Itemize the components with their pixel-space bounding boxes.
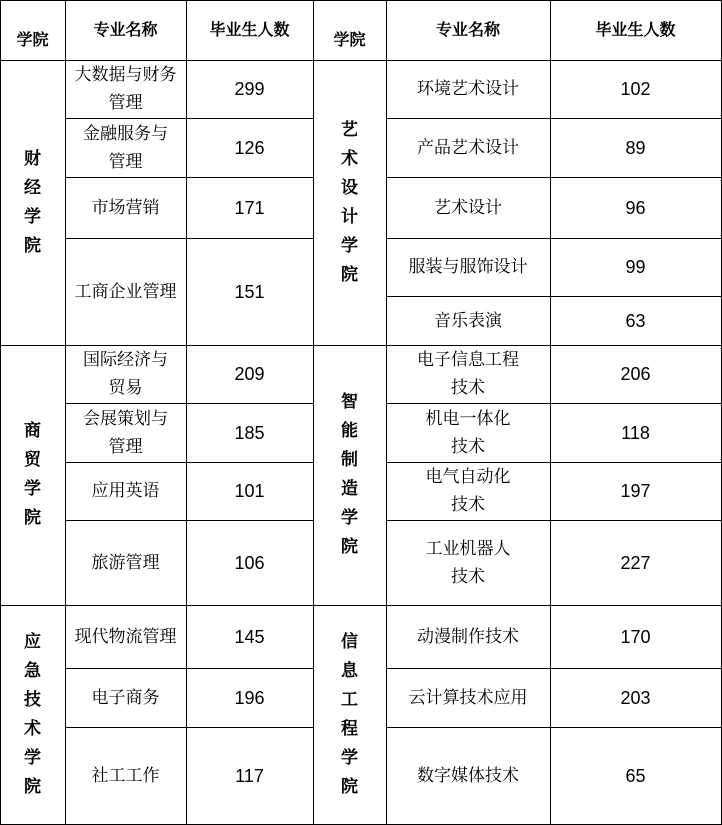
header-major [386,0,550,60]
major-name [65,403,186,462]
graduate-count [186,462,313,520]
college-name [313,345,386,605]
college-name-text: 应急技术学院 [24,631,41,797]
major-name-line: 金融服务与 [83,123,168,144]
major-name-line: 音乐表演 [434,310,502,331]
major-name [386,296,550,345]
graduate-count [186,60,313,118]
major-name-line: 贸易 [108,378,143,398]
graduate-count [550,462,721,520]
major-name [386,238,550,296]
major-name-line: 大数据与财务 [74,65,177,85]
major-name-line: 电气自动化 [425,467,511,487]
college-name-text: 智能制造学院 [341,392,358,557]
graduate-count [186,668,313,727]
graduate-count-value: 96 [625,197,646,218]
graduate-count-value: 126 [234,137,265,158]
graduate-count-value: 99 [625,257,646,277]
graduate-count-value: 203 [620,687,651,708]
graduate-count-value: 170 [620,626,651,647]
header-college [0,0,65,60]
major-name-line: 管理 [108,93,143,113]
graduate-count [186,727,313,824]
major-name [65,727,186,824]
major-name-line: 环境艺术设计 [417,79,519,99]
graduate-count-value: 171 [234,197,265,218]
graduate-count-value: 197 [620,481,651,501]
header-major [65,0,186,60]
major-name [65,60,186,118]
major-name-line: 产品艺术设计 [417,137,519,158]
graduate-count [550,520,721,605]
graduate-count-value: 299 [234,79,265,99]
major-name-line: 数字媒体技术 [417,765,519,786]
graduate-count-value: 118 [621,422,650,443]
college-name-text: 商贸学院 [24,421,41,528]
major-name [386,668,550,727]
college-name [0,605,65,824]
major-name-line: 机电一体化 [425,408,511,429]
major-name [386,60,550,118]
graduate-count-value: 151 [234,281,265,302]
graduate-count [550,668,721,727]
graduate-count-value: 63 [625,310,646,331]
graduate-count [186,605,313,668]
major-name [65,605,186,668]
graduate-count [186,520,313,605]
graduate-count-value: 89 [625,137,646,158]
graduate-count [550,177,721,238]
header-graduates-text: 毕业生人数 [209,20,290,39]
major-name-line: 电子信息工程 [417,350,519,370]
graduate-count [550,345,721,403]
major-name-line: 电子商务 [91,687,160,708]
major-name-line: 应用英语 [91,481,160,501]
header-major-text: 专业名称 [93,20,158,39]
major-name [65,520,186,605]
major-name-line: 旅游管理 [91,552,160,573]
major-name [386,403,550,462]
major-name-line: 动漫制作技术 [417,626,519,647]
major-name-line: 技术 [451,495,485,515]
graduate-count [550,60,721,118]
major-name-line: 国际经济与 [83,350,168,370]
header-graduates-text: 毕业生人数 [595,20,676,39]
major-name [386,520,550,605]
graduate-count-value: 102 [620,79,651,99]
header-major-text: 专业名称 [435,20,500,39]
header-college [313,0,386,60]
major-name [65,177,186,238]
major-name-line: 现代物流管理 [74,626,177,647]
major-name-line: 云计算技术应用 [408,687,528,708]
header-graduates [550,0,721,60]
major-name-line: 艺术设计 [434,197,502,218]
college-name-text: 艺术设计学院 [341,119,358,285]
graduate-count-value: 227 [620,552,651,573]
graduate-count [186,118,313,177]
header-college-text: 学院 [333,30,366,49]
major-name-line: 管理 [108,436,143,457]
major-name [65,462,186,520]
graduate-count [550,403,721,462]
graduate-count [186,177,313,238]
graduate-count [550,727,721,824]
graduate-count [186,238,313,345]
graduate-count-value: 65 [625,765,646,786]
graduate-count-value: 196 [234,687,265,708]
graduate-count-value: 209 [234,364,265,384]
major-name [386,177,550,238]
major-name-line: 工商企业管理 [74,281,177,302]
major-name [65,238,186,345]
major-name [386,727,550,824]
graduate-count [186,403,313,462]
graduate-count [550,605,721,668]
major-name-line: 技术 [451,378,485,398]
major-name-line: 社工工作 [91,765,160,786]
header-college-text: 学院 [16,30,49,49]
major-name-line: 管理 [108,151,143,172]
college-name [0,60,65,345]
major-name [386,345,550,403]
major-name-line: 市场营销 [91,197,160,218]
major-name-line: 工业机器人 [425,538,511,559]
graduate-count [550,238,721,296]
graduate-count [550,296,721,345]
college-name-text: 信息工程学院 [341,631,358,797]
major-name [386,462,550,520]
major-name [65,668,186,727]
major-name [65,118,186,177]
major-name-line: 会展策划与 [83,408,168,429]
graduate-count-value: 117 [235,765,264,786]
college-name [313,60,386,345]
major-name [65,345,186,403]
college-name [313,605,386,824]
major-name [386,605,550,668]
graduate-count-value: 106 [234,552,265,573]
major-name-line: 技术 [451,436,485,457]
graduate-count-value: 206 [620,364,651,384]
graduate-count [550,118,721,177]
major-name [386,118,550,177]
college-name [0,345,65,605]
college-name-text: 财经学院 [24,148,41,256]
graduate-count-value: 185 [234,422,265,443]
graduate-count-value: 101 [234,481,265,501]
major-name-line: 服装与服饰设计 [408,257,528,277]
graduate-count [186,345,313,403]
major-name-line: 技术 [451,566,485,587]
header-graduates [186,0,313,60]
graduate-count-value: 145 [234,626,265,647]
